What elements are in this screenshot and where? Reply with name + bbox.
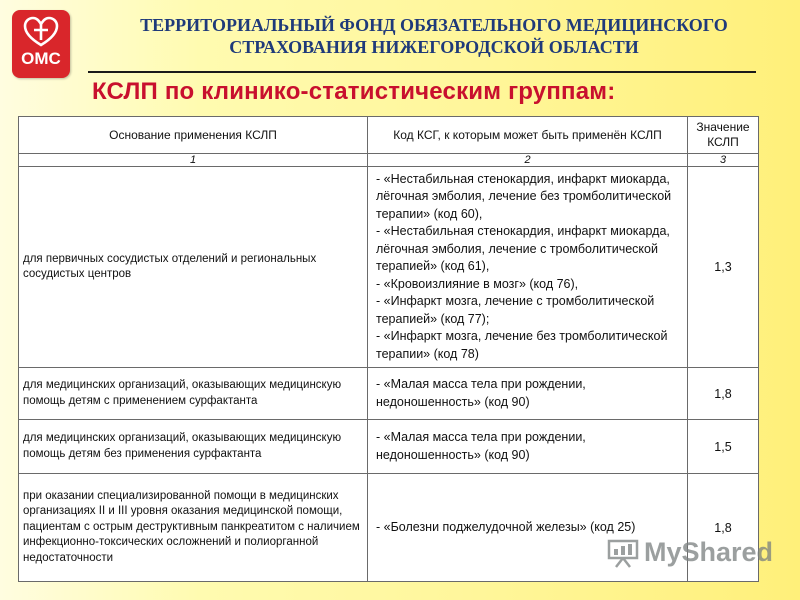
index-cell: 2 <box>368 154 688 167</box>
ksg-code-item: - «Инфаркт мозга, лечение без тромболитической терапии» (код 78) <box>376 329 668 361</box>
org-title-line1: ТЕРРИТОРИАЛЬНЫЙ ФОНД ОБЯЗАТЕЛЬНОГО МЕДИЦИНСКОГО <box>140 15 728 35</box>
watermark-text: MyShared <box>644 537 774 567</box>
value-cell: 1,3 <box>688 167 759 368</box>
codes-cell <box>368 420 688 474</box>
value-cell: 1,8 <box>688 368 759 420</box>
table-row <box>19 167 759 368</box>
logo-text: ОМС <box>21 49 61 68</box>
org-title-line2: СТРАХОВАНИЯ НИЖЕГОРОДСКОЙ ОБЛАСТИ <box>229 37 639 57</box>
basis-cell: при оказании специализированной помощи в медицинских организациях II и III уровня оказания медицинской помощи, пациентам с острым деструктивным панкреатитом с наличием инфекционно-токсических осложнений и полиорганной недостаточности <box>19 474 368 582</box>
ksg-code-item: - «Малая масса тела при рождении, недоношенность» (код 90) <box>376 430 586 462</box>
header-value: Значение КСЛП <box>688 117 759 154</box>
title-divider <box>88 71 756 73</box>
ksg-code-item: - «Малая масса тела при рождении, недоношенность» (код 90) <box>376 377 586 409</box>
ksg-code-item: - «Болезни поджелудочной железы» (код 25) <box>376 519 636 534</box>
ksg-code-item: - «Кровоизлияние в мозг» (код 76), <box>376 276 579 291</box>
table-index-row <box>19 154 759 167</box>
basis-cell: для первичных сосудистых отделений и региональных сосудистых центров <box>19 167 368 368</box>
table-row <box>19 420 759 474</box>
table-header-row <box>19 117 759 154</box>
basis-cell: для медицинских организаций, оказывающих медицинскую помощь детям с применением сурфактанта <box>19 368 368 420</box>
codes-cell <box>368 167 688 368</box>
page-title: КСЛП по клинико-статистическим группам: <box>92 78 616 105</box>
oms-logo <box>12 10 70 78</box>
index-cell: 3 <box>688 154 759 167</box>
value-cell: 1,8 <box>688 474 759 582</box>
header-basis: Основание применения КСЛП <box>19 117 368 154</box>
index-cell: 1 <box>19 154 368 167</box>
emblem-icon <box>22 15 60 49</box>
kslp-table <box>18 116 759 582</box>
header-codes: Код КСГ, к которым может быть применён КСЛП <box>368 117 688 154</box>
table-row <box>19 368 759 420</box>
basis-cell: для медицинских организаций, оказывающих медицинскую помощь детям без применения сурфактанта <box>19 420 368 474</box>
org-title <box>84 14 784 58</box>
ksg-code-item: - «Нестабильная стенокардия, инфаркт миокарда, лёгочная эмболия, лечение без тромболитической терапии» (код 60), <box>376 171 672 221</box>
presentation-icon <box>606 538 640 568</box>
ksg-code-item: - «Инфаркт мозга, лечение с тромболитической терапией» (код 77); <box>376 294 655 326</box>
value-cell: 1,5 <box>688 420 759 474</box>
ksg-code-item: - «Нестабильная стенокардия, инфаркт миокарда, лёгочная эмболия, лечение с тромболитической терапией» (код 61), <box>376 224 670 274</box>
codes-cell <box>368 368 688 420</box>
